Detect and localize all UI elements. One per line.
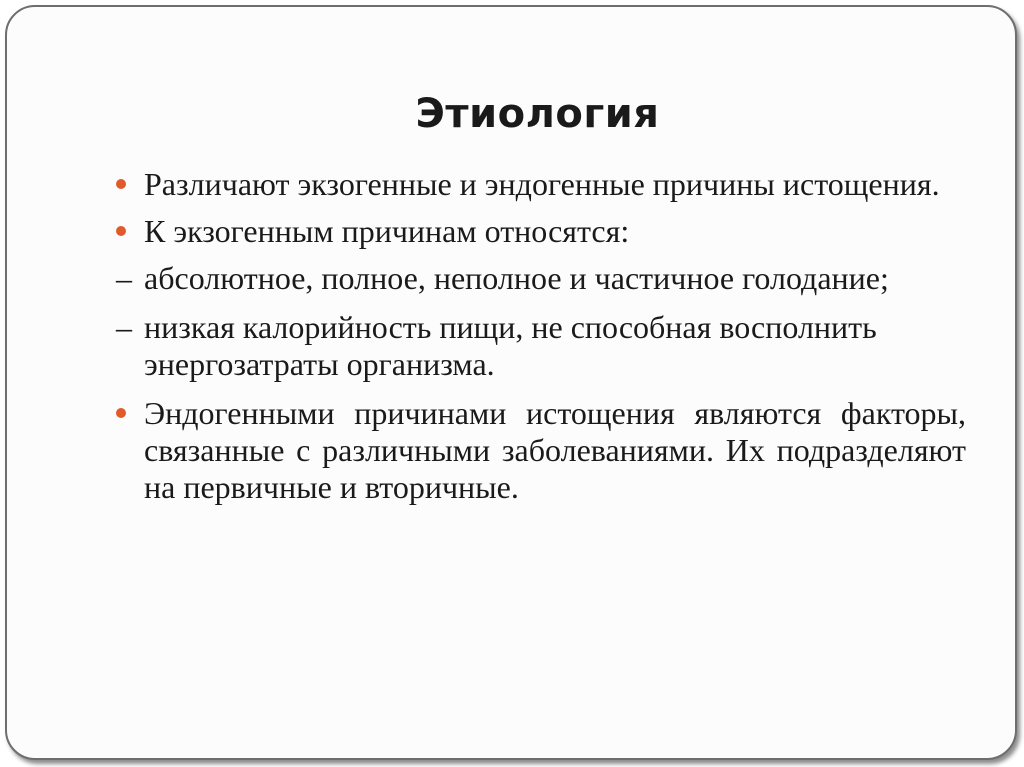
bullet-dot-icon (116, 179, 126, 189)
bullet-dot-icon (116, 408, 126, 418)
slide-title: Этиология (415, 91, 660, 137)
bullet-item-1 (116, 166, 966, 203)
bullet-item-2 (116, 213, 966, 250)
dash-marker: – (116, 309, 132, 345)
slide-content (116, 166, 966, 516)
bullet-item-3 (116, 395, 966, 506)
bullet-dot-icon (116, 226, 126, 236)
dash-marker: – (116, 260, 132, 296)
dash-item-2 (116, 309, 966, 383)
dash-text-1: абсолютное, полное, неполное и частичное голодание; (144, 260, 889, 296)
dash-text-2: низкая калорийность пищи, не способная восполнить энергозатраты организма. (144, 309, 877, 382)
bullet-text-2: К экзогенным причинам относятся: (144, 213, 630, 249)
bullet-text-3: Эндогенными причинами истощения являются факторы, связанные с различными заболеваниями. Их подразделяют на первичные и вторичные. (144, 395, 966, 505)
bullet-text-1: Различают экзогенные и эндогенные причины истощения. (144, 166, 940, 202)
dash-item-1 (116, 260, 966, 297)
